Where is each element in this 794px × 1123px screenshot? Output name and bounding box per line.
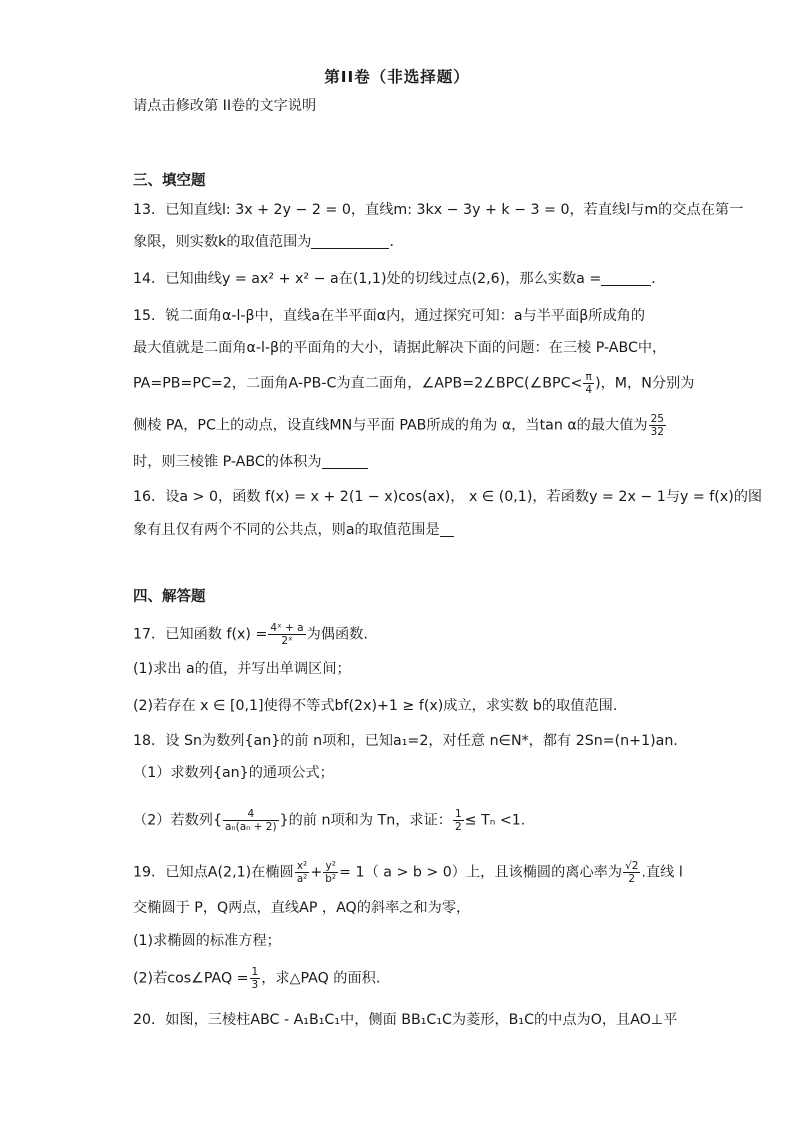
q15-line5 bbox=[133, 452, 368, 472]
q14-end: ． bbox=[651, 271, 666, 287]
q19-line2: 交椭圆于 P，Q两点，直线AP ，AQ的斜率之和为零， bbox=[133, 900, 471, 916]
q18-line1: 18．设 Sn为数列{an}的前 n项和，已知a₁=2，对任意 n∈N*，都有 2Sn=(n+1)an. bbox=[133, 733, 678, 749]
q15-line4 bbox=[133, 413, 667, 438]
q15-line2: 最大值就是二面角α-l-β的平面角的大小，请据此解决下面的问题：在三棱 P-ABC中， bbox=[133, 340, 667, 356]
fraction-numerator: 1 bbox=[454, 808, 462, 820]
q18-text3b: }的前 n项和为 Tn，求证： bbox=[279, 812, 452, 829]
fraction-numerator: 4 bbox=[223, 808, 279, 821]
q13-end: ． bbox=[389, 234, 404, 250]
q18-line2: （1）求数列{an}的通项公式； bbox=[133, 765, 334, 781]
q16-text2: 象有且仅有两个不同的公共点，则a的取值范围是 bbox=[133, 522, 440, 538]
q14-text: 14．已知曲线y = ax² + x² − a在(1,1)处的切线过点(2,6)，那么实数a = bbox=[133, 271, 602, 287]
fraction bbox=[250, 966, 261, 991]
answer-blank bbox=[311, 234, 389, 249]
fraction-numerator: √2 bbox=[625, 860, 639, 872]
fraction-numerator: 1 bbox=[251, 966, 259, 978]
q19-line1 bbox=[133, 860, 683, 885]
fraction-denominator: 2ˣ bbox=[281, 635, 293, 647]
q17-line3: (2)若存在 x ∈ [0,1]使得不等式bf(2x)+1 ≥ f(x)成立，求实数 b的取值范围. bbox=[133, 698, 618, 714]
fraction-denominator: 32 bbox=[650, 426, 664, 438]
q19-text1a: 19．已知点A(2,1)在椭圆 bbox=[133, 864, 294, 881]
fraction bbox=[268, 622, 305, 647]
fraction-denominator: 2 bbox=[454, 821, 462, 833]
page-title: 第II卷（非选择题） bbox=[324, 68, 470, 86]
q15-text5: 时，则三棱锥 P-ABC的体积为 bbox=[133, 454, 322, 470]
q15-line3 bbox=[133, 371, 694, 396]
q17-line2: (1)求出 a的值，并写出单调区间； bbox=[133, 661, 351, 677]
q15-text3b: )，M，N分别为 bbox=[595, 375, 695, 392]
answer-blank bbox=[601, 271, 651, 286]
fraction-numerator: x² bbox=[295, 860, 310, 873]
fraction-numerator: 25 bbox=[650, 413, 664, 425]
fraction bbox=[649, 413, 666, 438]
fraction bbox=[295, 860, 310, 885]
q14-line bbox=[133, 269, 665, 289]
q19-text1c: .直线 l bbox=[641, 864, 683, 881]
q16-line1: 16．设a > 0，函数 f(x) = x + 2(1 − x)cos(ax)， x ∈ (0,1)，若函数y = 2x − 1与y = f(x)的图 bbox=[133, 489, 763, 505]
q19-text4b: ，求△PAQ 的面积. bbox=[261, 970, 381, 987]
q20-line1: 20．如图，三棱柱ABC - A₁B₁C₁中，侧面 BB₁C₁C为菱形，B₁C的中点为O，且AO⊥平 bbox=[133, 1012, 678, 1028]
fraction-numerator: y² bbox=[323, 860, 338, 873]
fraction-denominator: 2 bbox=[628, 873, 636, 885]
q15-line1: 15．锐二面角α-l-β中，直线a在半平面α内，通过探究可知：a与半平面β所成角的 bbox=[133, 308, 646, 324]
fraction bbox=[623, 860, 640, 885]
answer-blank bbox=[440, 522, 454, 537]
section-heading-answer: 四、解答题 bbox=[133, 589, 206, 605]
fraction-numerator: π bbox=[583, 371, 594, 384]
fraction bbox=[453, 808, 464, 833]
q18-text3c: ≤ Tₙ <1. bbox=[464, 812, 526, 829]
fraction-numerator: 4ˣ + a bbox=[270, 622, 304, 634]
q17-text1a: 17．已知函数 f(x) = bbox=[133, 626, 268, 643]
section-heading-fill-in: 三、填空题 bbox=[133, 173, 206, 189]
fraction bbox=[583, 371, 594, 396]
fraction-denominator: b² bbox=[325, 873, 337, 885]
q19-text1b: = 1（ a > b > 0）上，且该椭圆的离心率为 bbox=[339, 864, 623, 881]
fraction-denominator: 4 bbox=[585, 384, 593, 396]
q13-line1: 13．已知直线l: 3x + 2y − 2 = 0，直线m: 3kx − 3y + k − 3 = 0，若直线l与m的交点在第一 bbox=[133, 202, 744, 218]
plus-sign: + bbox=[310, 864, 323, 881]
q13-text: 象限，则实数k的取值范围为 bbox=[133, 234, 312, 250]
q18-text3a: （2）若数列{ bbox=[133, 812, 222, 829]
fraction bbox=[223, 808, 279, 833]
q15-text4a: 侧棱 PA，PC上的动点，设直线MN与平面 PAB所成的角为 α，当tan α的最大值为 bbox=[133, 417, 648, 434]
q19-text4a: (2)若cos∠PAQ = bbox=[133, 970, 249, 987]
q17-line1 bbox=[133, 622, 368, 647]
fraction-denominator: 3 bbox=[251, 979, 259, 991]
q16-line2 bbox=[133, 520, 454, 540]
q19-line3: (1)求椭圆的标准方程； bbox=[133, 933, 281, 949]
q13-line2 bbox=[133, 232, 404, 252]
q17-text1b: 为偶函数. bbox=[306, 626, 368, 643]
q15-text3a: PA=PB=PC=2，二面角A-PB-C为直二面角，∠APB=2∠BPC(∠BPC< bbox=[133, 375, 583, 392]
q19-line4 bbox=[133, 966, 380, 991]
q18-line3 bbox=[133, 808, 525, 833]
fraction bbox=[323, 860, 338, 885]
fraction-denominator: aₙ(aₙ + 2) bbox=[225, 821, 277, 833]
subtitle: 请点击修改第 II卷的文字说明 bbox=[133, 98, 317, 114]
fraction-denominator: a² bbox=[296, 873, 308, 885]
answer-blank bbox=[322, 454, 368, 469]
